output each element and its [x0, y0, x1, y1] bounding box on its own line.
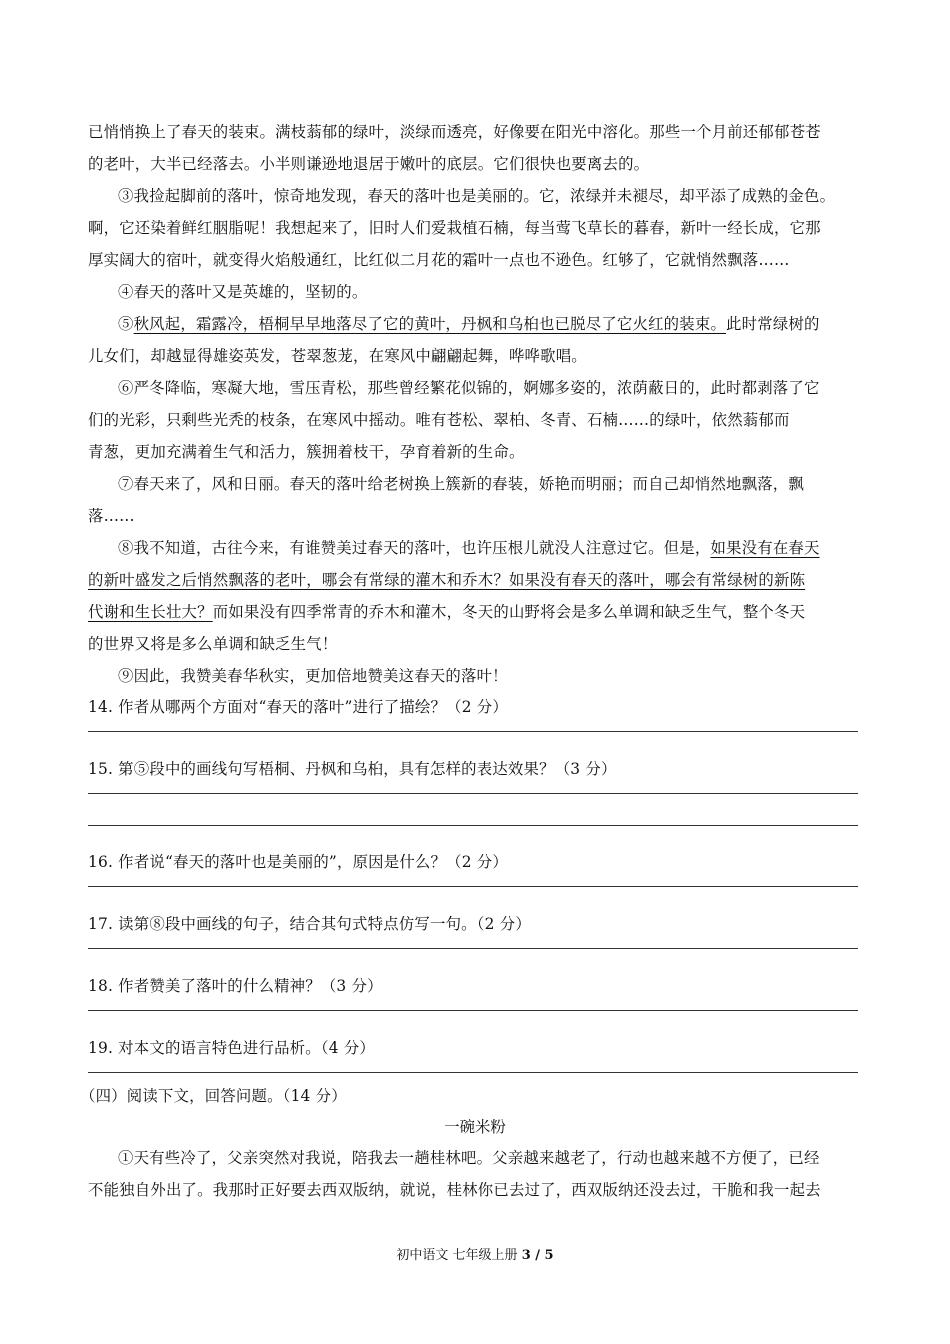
passage-p7-line1: ⑦春天来了，风和日丽。春天的落叶给老树换上簇新的春装，娇艳而明丽；而自己却悄然地飘落，飘 [118, 475, 804, 493]
passage-p5-line1 [118, 308, 864, 340]
passage-p8-line4: 的世界又将是多么单调和缺乏生气！ [88, 635, 338, 653]
answer-line-17[interactable] [88, 948, 858, 949]
passage-p4: ④春天的落叶又是英雄的，坚韧的。 [118, 283, 368, 301]
passage-p8-line3 [88, 596, 864, 628]
passage-p6-line1: ⑥严冬降临，寒凝大地，雪压青松，那些曾经繁花似锦的，婀娜多姿的，浓荫蔽日的，此时都剥落了它 [118, 379, 820, 397]
section4-p1-line1: ①天有些冷了，父亲突然对我说，陪我去一趟桂林吧。父亲越来越老了，行动也越来越不方便了，已经 [118, 1149, 820, 1167]
passage-p6-line2: 们的光彩，只剩些光秃的枝条，在寒风中摇动。唯有苍松、翠柏、冬青、石楠……的绿叶，依然蓊郁而 [88, 411, 790, 429]
p8-rest: 而如果没有四季常青的乔木和灌木，冬天的山野将会是多么单调和缺乏生气，整个冬天 [212, 603, 806, 621]
answer-line-15b[interactable] [88, 825, 858, 826]
section-4-heading: （四）阅读下文，回答问题。（14 分） [80, 1087, 347, 1105]
passage-p5-line2: 儿女们，却越显得雄姿英发，苍翠葱茏，在寒风中翩翩起舞，哗哗歌唱。 [88, 347, 587, 365]
passage-p2-line2: 的老叶，大半已经落去。小半则谦逊地退居于嫩叶的底层。它们很快也要离去的。 [88, 155, 650, 173]
passage-p7-line2: 落…… [88, 507, 135, 525]
p5-underlined-sentence: 秋风起，霜露冷，梧桐早早地落尽了它的黄叶，丹枫和乌桕也已脱尽了它火红的装束。 [133, 315, 727, 333]
footer-label: 初中语文 七年级上册 [396, 1248, 518, 1263]
p8-plain: ⑧我不知道，古往今来，有谁赞美过春天的落叶，也许压根儿就没人注意过它。但是， [118, 539, 711, 557]
passage-p3-line2: 啊，它还染着鲜红胭脂呢！我想起来了，旧时人们爱栽植石楠，每当莺飞草长的暮春，新叶一经长成，它那 [88, 219, 821, 237]
page-footer [0, 1246, 950, 1266]
passage-p2-line1: 已悄悄换上了春天的装束。满枝蓊郁的绿叶，淡绿而透亮，好像要在阳光中溶化。那些一个月前还郁郁苍苍 [88, 123, 821, 141]
p8-underlined-end: 代谢和生长壮大？ [88, 603, 213, 621]
passage-p6-line3: 青葱，更加充满着生气和活力，簇拥着枝干，孕育着新的生命。 [88, 443, 525, 461]
question-16: 16. 作者说“春天的落叶也是美丽的”，原因是什么？（2 分） [88, 853, 508, 871]
passage-p8-line1 [118, 532, 864, 564]
question-19: 19. 对本文的语言特色进行品析。（4 分） [88, 1039, 376, 1057]
passage-p9: ⑨因此，我赞美春华秋实，更加倍地赞美这春天的落叶！ [118, 667, 508, 685]
page-number: 3 / 5 [521, 1248, 554, 1263]
passage-p3-line1: ③我捡起脚前的落叶，惊奇地发现，春天的落叶也是美丽的。它，浓绿并未褪尽，却平添了成熟的金色。 [118, 187, 836, 205]
passage-p8-line2: 的新叶盛发之后悄然飘落的老叶，哪会有常绿的灌木和乔木？如果没有春天的落叶，哪会有常绿树的新陈 [88, 571, 806, 589]
section4-p1-line2: 不能独自外出了。我那时正好要去西双版纳，就说，桂林你已去过了，西双版纳还没去过，干脆和我一起去 [88, 1181, 821, 1199]
question-18: 18. 作者赞美了落叶的什么精神？（3 分） [88, 977, 383, 995]
p5-number: ⑤ [118, 315, 134, 333]
question-17: 17. 读第⑧段中画线的句子，结合其句式特点仿写一句。（2 分） [88, 915, 531, 933]
answer-line-19[interactable] [88, 1072, 858, 1073]
question-15: 15. 第⑤段中的画线句写梧桐、丹枫和乌桕，具有怎样的表达效果？（3 分） [88, 760, 617, 778]
question-14: 14. 作者从哪两个方面对“春天的落叶”进行了描绘？（2 分） [88, 698, 508, 716]
p5-rest: 此时常绿树的 [726, 315, 820, 333]
answer-line-14[interactable] [88, 731, 858, 732]
answer-line-15a[interactable] [88, 793, 858, 794]
article-title: 一碗米粉 [444, 1118, 506, 1136]
answer-line-18[interactable] [88, 1010, 858, 1011]
p8-underlined-start: 如果没有在春天 [710, 539, 820, 557]
answer-line-16[interactable] [88, 886, 858, 887]
passage-p3-line3: 厚实阔大的宿叶，就变得火焰般通红，比红似二月花的霜叶一点也不逊色。红够了，它就悄然飘落…… [88, 251, 790, 269]
